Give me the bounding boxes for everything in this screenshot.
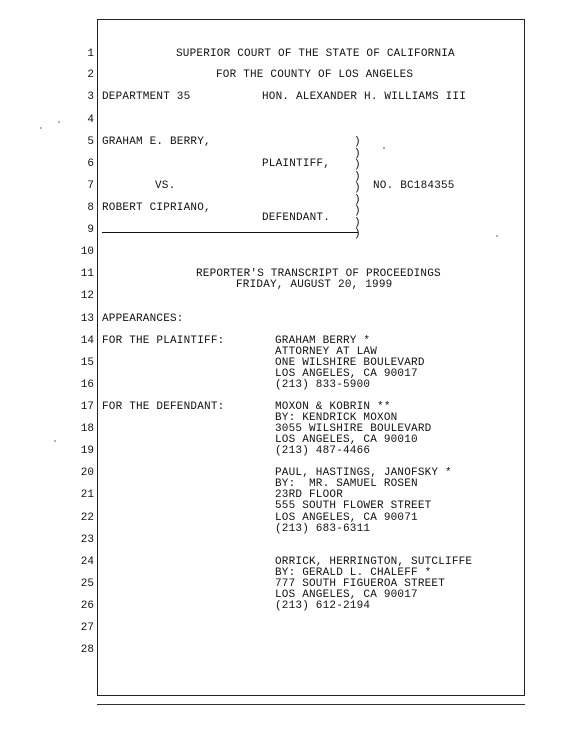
line-number: 3 — [87, 91, 94, 103]
line-number: 7 — [87, 180, 94, 192]
line-number: 23 — [80, 534, 94, 546]
counsel-line: BY: KENDRICK MOXON — [275, 412, 398, 424]
scan-speck — [54, 440, 56, 442]
counsel-line: MOXON & KOBRIN ** — [275, 401, 391, 413]
line-number: 11 — [80, 268, 94, 280]
department: DEPARTMENT 35 — [102, 91, 191, 103]
line-number: 19 — [80, 445, 94, 457]
transcript-title: REPORTER'S TRANSCRIPT OF PROCEEDINGS — [196, 268, 441, 280]
scan-speck — [40, 127, 42, 129]
line-number: 17 — [80, 401, 94, 413]
counsel-line: PAUL, HASTINGS, JANOFSKY * — [275, 467, 452, 479]
line-number: 2 — [87, 69, 94, 81]
counsel-line: ORRICK, HERRINGTON, SUTCLIFFE — [275, 556, 473, 568]
line-number: 13 — [80, 313, 94, 325]
transcript-date: FRIDAY, AUGUST 20, 1999 — [236, 279, 393, 291]
line-number: 10 — [80, 246, 94, 258]
defendant-label: DEFENDANT. — [262, 212, 331, 224]
caption-rule — [102, 232, 358, 233]
line-number: 6 — [87, 158, 94, 170]
line-number: 16 — [80, 379, 94, 391]
line-number: 27 — [80, 622, 94, 634]
line-number: 18 — [80, 423, 94, 435]
line-number: 12 — [80, 290, 94, 302]
caption-parentheses: ) ) ) ) ) ) ) ) ) — [354, 136, 361, 240]
line-number: 22 — [80, 512, 94, 524]
counsel-line: (213) 833-5900 — [275, 379, 371, 391]
case-number: NO. BC184355 — [373, 180, 455, 192]
counsel-line: (213) 612-2194 — [275, 600, 371, 612]
counsel-line: GRAHAM BERRY * — [275, 335, 371, 347]
counsel-line: 23RD FLOOR — [275, 489, 344, 501]
counsel-line: LOS ANGELES, CA 90010 — [275, 434, 418, 446]
line-number: 25 — [80, 578, 94, 590]
line-number: 21 — [80, 489, 94, 501]
counsel-line: (213) 683-6311 — [275, 523, 371, 535]
versus: VS. — [155, 180, 176, 192]
scan-speck — [383, 147, 385, 149]
line-number: 8 — [87, 202, 94, 214]
line-number: 24 — [80, 556, 94, 568]
counsel-line: LOS ANGELES, CA 90017 — [275, 589, 418, 601]
counsel-line: ONE WILSHIRE BOULEVARD — [275, 357, 425, 369]
line-number: 14 — [80, 335, 94, 347]
counsel-line: ATTORNEY AT LAW — [275, 346, 378, 358]
counsel-line: BY: GERALD L. CHALEFF * — [275, 567, 432, 579]
judge-name: HON. ALEXANDER H. WILLIAMS III — [262, 91, 467, 103]
bottom-rule — [97, 704, 525, 705]
scan-speck — [58, 121, 60, 123]
line-number: 4 — [87, 114, 94, 126]
counsel-line: 777 SOUTH FIGUEROA STREET — [275, 578, 446, 590]
counsel-line: 3055 WILSHIRE BOULEVARD — [275, 423, 432, 435]
line-number: 9 — [87, 224, 94, 236]
defendant-appearance-label: FOR THE DEFENDANT: — [102, 401, 225, 413]
line-number: 5 — [87, 136, 94, 148]
defendant-name: ROBERT CIPRIANO, — [102, 202, 211, 214]
plaintiff-name: GRAHAM E. BERRY, — [102, 136, 211, 148]
line-number: 20 — [80, 467, 94, 479]
court-name: SUPERIOR COURT OF THE STATE OF CALIFORNIA — [176, 48, 455, 60]
counsel-line: LOS ANGELES, CA 90071 — [275, 512, 418, 524]
plaintiff-label: PLAINTIFF, — [262, 158, 331, 170]
county-name: FOR THE COUNTY OF LOS ANGELES — [216, 69, 414, 81]
line-number: 1 — [87, 48, 94, 60]
counsel-line: LOS ANGELES, CA 90017 — [275, 368, 418, 380]
line-number: 15 — [80, 357, 94, 369]
counsel-line: 555 SOUTH FLOWER STREET — [275, 500, 432, 512]
counsel-line: BY: MR. SAMUEL ROSEN — [275, 478, 418, 490]
counsel-line: (213) 487-4466 — [275, 445, 371, 457]
plaintiff-appearance-label: FOR THE PLAINTIFF: — [102, 335, 225, 347]
line-number: 26 — [80, 600, 94, 612]
line-number: 28 — [80, 644, 94, 656]
appearances-heading: APPEARANCES: — [102, 313, 184, 325]
scan-speck — [496, 235, 498, 237]
